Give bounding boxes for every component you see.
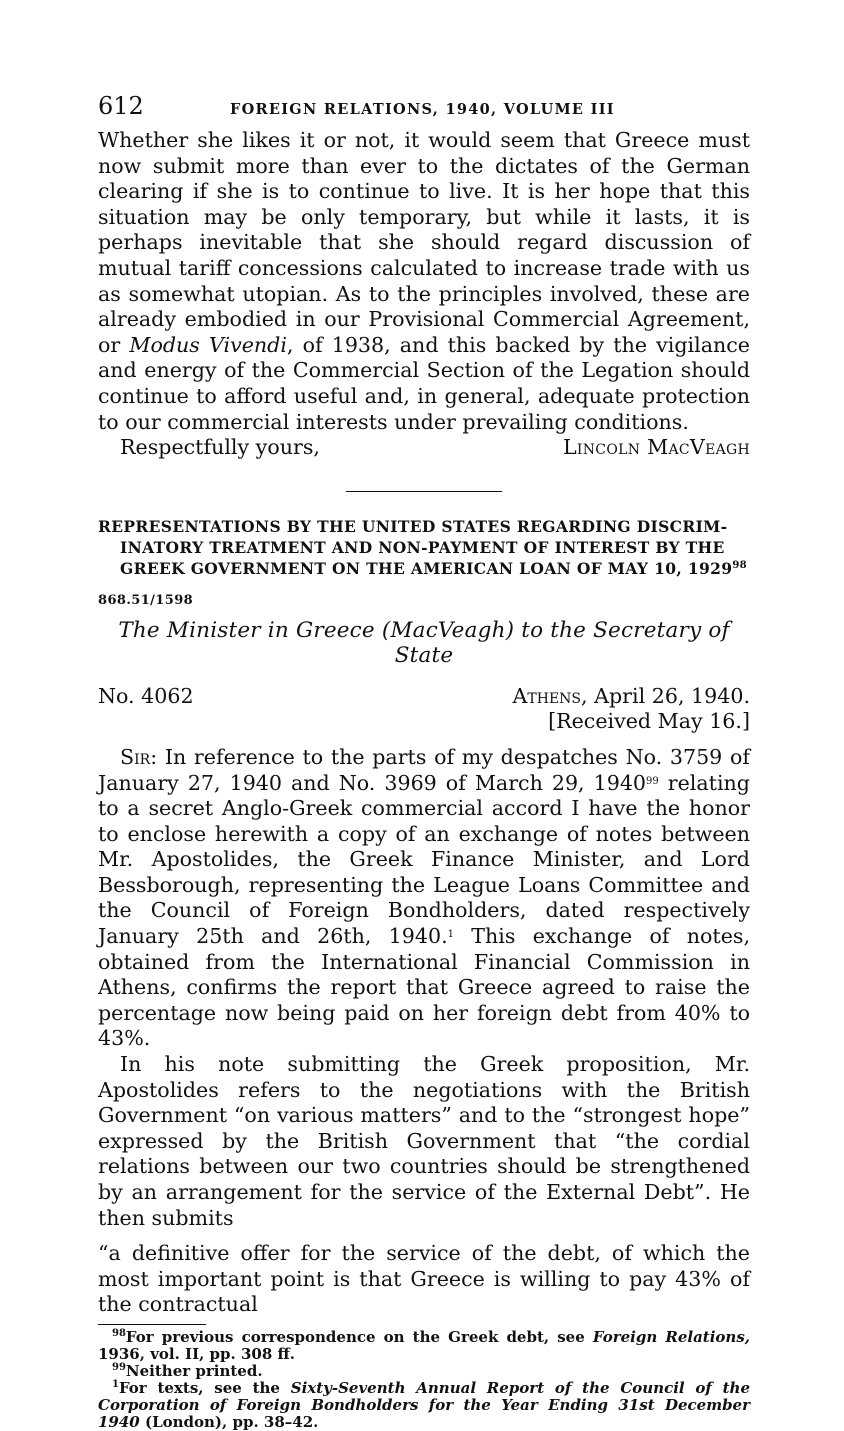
running-title: FOREIGN RELATIONS, 1940, VOLUME III (230, 101, 615, 118)
signature: Lincoln MacVeagh (562, 435, 750, 460)
body-paragraph-1-c: This exchange of notes, obtained from the International Financial Commission in Athens, confirms the report that Greece agreed to raise the percentage now being paid on her foreign debt from 40% to 43%. (98, 924, 751, 1051)
body-paragraph-1-a: : In reference to the parts of my despatches No. 3759 of January 27, 1940 and No. 3969 of March 29, 1940 (98, 744, 750, 795)
section-heading-line-1: REPRESENTATIONS BY THE UNITED STATES REGARDING DISCRIM- (98, 516, 728, 536)
continuation-text-a: Whether she likes it or not, it would seem that Greece must now submit more than ever to the dictates of the German clearing if she is to continue to live. It is her hope that this situation may be only temporary, but while it lasts, it is perhaps inevitable that she should regard discussion of mutual tariff concessions calculated to increase trade with us as somewhat utopian. As to the principles involved, these are already embodied in our Provisional Commercial Agreement, or (98, 128, 750, 357)
file-number: 868.51/1598 (98, 592, 194, 608)
footnote-text: (London), pp. 38–42. (139, 1412, 319, 1431)
section-heading-footnote-mark: 98 (732, 559, 747, 571)
dateline (513, 684, 750, 735)
received-date: [Received May 16.] (548, 709, 750, 734)
footnote-text: For previous correspondence on the Greek debt, see (125, 1327, 593, 1346)
closing-row (98, 435, 750, 461)
footnote-text: Neither printed. (125, 1361, 263, 1380)
continuation-italic: Modus Vivendi (129, 332, 287, 357)
section-heading-line-2: INATORY TREATMENT AND NON-PAYMENT OF INTEREST BY THE (120, 537, 725, 557)
despatch-number: No. 4062 (98, 683, 194, 708)
body-paragraph-1-b: relating to a secret Anglo-Greek commercial accord I have the honor to enclose herewith a copy of an exchange of notes between Mr. Apostolides, the Greek Finance Minister, and Lord Bessborough, representing the League Loans Committee and the Council of Foreign Bondholders, dated respectively January 25th and 26th, 1940. (98, 770, 750, 949)
footnote-italic: Foreign Relations, (592, 1327, 750, 1346)
section-heading-line-3-text: GREEK GOVERNMENT ON THE AMERICAN LOAN OF MAY 10, 1929 (120, 558, 733, 578)
dateline-place: Athens (512, 683, 582, 708)
footnote-ref-99: 99 (646, 775, 659, 787)
salutation: Sir (120, 744, 151, 769)
footnote-italic: Sixty-Seventh Annual Report of the Council of the Corporation of Foreign Bondholders for the Year Ending 31st December 1940 (98, 1378, 750, 1431)
running-header (98, 92, 750, 128)
page-number: 612 (98, 92, 144, 120)
footnote-mark: 99 (112, 1361, 126, 1373)
footnote-ref-1: 1 (447, 929, 454, 941)
footnote-divider (98, 1324, 206, 1325)
footnote-99 (98, 1363, 750, 1380)
section-heading-line-3 (98, 558, 750, 579)
body-paragraph-1 (98, 745, 750, 1052)
dateline-date: , April 26, 1940. (581, 683, 750, 708)
footnote-mark: 1 (112, 1378, 119, 1390)
continuation-text-b: , of 1938, and this backed by the vigilance and energy of the Commercial Section of the Legation should continue to afford useful and, in general, adequate protection to our commercial interests under prevailing conditions. (98, 332, 750, 434)
footnote-98 (98, 1329, 750, 1363)
section-divider (346, 491, 502, 492)
continuation-paragraph (98, 128, 750, 435)
footnote-1 (98, 1380, 750, 1431)
document-title: The Minister in Greece (MacVeagh) to the Secretary of State (118, 617, 730, 668)
footnote-text: For texts, see the (118, 1378, 291, 1397)
document-page (98, 92, 750, 1431)
closing-text: Respectfully yours, (120, 435, 320, 460)
quotation: “a definitive offer for the service of the debt, of which the most important point is that Greece is willing to pay 43% of the contractual (98, 1241, 750, 1317)
section-heading (98, 516, 750, 579)
body-paragraph-2: In his note submitting the Greek proposition, Mr. Apostolides refers to the negotiations with the British Government “on various matters” and to the “strongest hope” expressed by the British Government that “the cordial relations between our two countries should be strengthened by an arrangement for the service of the External Debt”. He then submits (98, 1052, 750, 1230)
footnote-mark: 98 (112, 1327, 126, 1339)
document-meta (98, 684, 750, 735)
footnote-text: 1936, vol. II, pp. 308 ff. (98, 1344, 296, 1363)
